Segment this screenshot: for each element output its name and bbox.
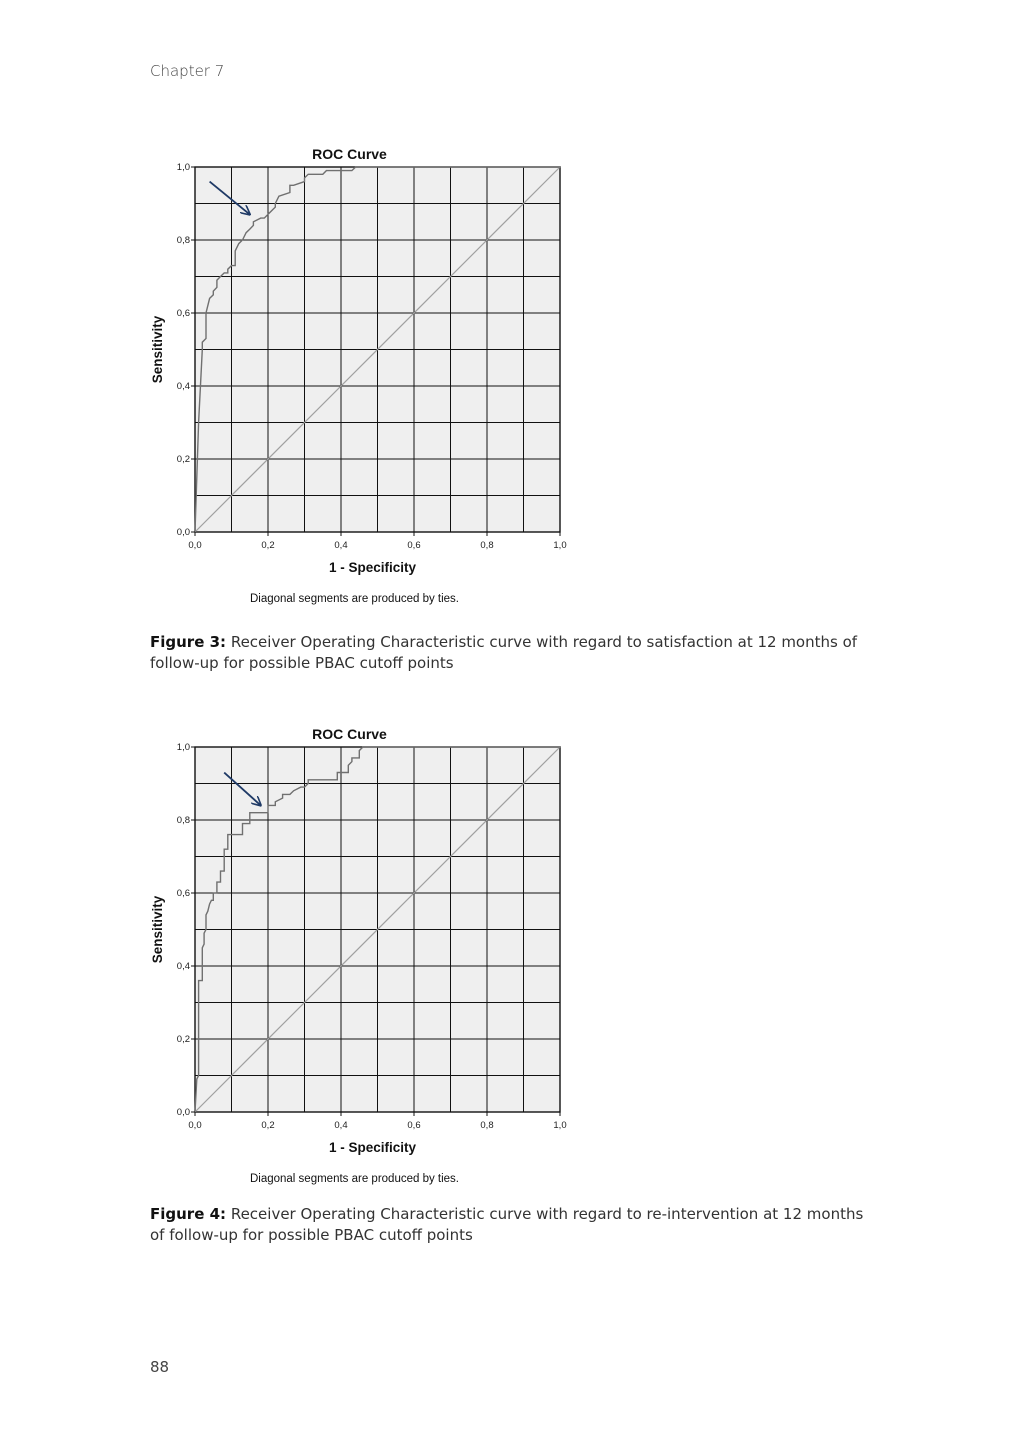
y-tick-label: 0,8 <box>176 235 190 246</box>
chart-title: ROC Curve <box>312 146 387 162</box>
figure-3-caption <box>150 632 880 674</box>
x-tick-label: 1,0 <box>553 1120 567 1131</box>
x-axis-label: 1 - Specificity <box>328 560 417 575</box>
x-axis-label: 1 - Specificity <box>328 1140 417 1155</box>
x-tick-label: 0,4 <box>334 540 348 551</box>
x-tick-label: 0,6 <box>407 540 421 551</box>
y-axis-label: Sensitivity <box>150 895 165 964</box>
roc-chart-satisfaction <box>140 140 600 610</box>
y-tick-label: 0,4 <box>176 961 190 972</box>
chart-footnote: Diagonal segments are produced by ties. <box>249 593 460 605</box>
roc-chart-reintervention <box>140 720 600 1190</box>
y-tick-label: 0,6 <box>176 888 190 899</box>
figure-4-label: Figure 4: <box>150 1205 227 1223</box>
y-tick-label: 0,0 <box>176 527 190 538</box>
y-axis-label: Sensitivity <box>150 315 165 384</box>
y-tick-label: 0,6 <box>176 308 190 319</box>
y-tick-label: 0,8 <box>176 815 190 826</box>
figure-3-label: Figure 3: <box>150 633 227 651</box>
figure-4-caption <box>150 1204 880 1246</box>
y-tick-label: 0,4 <box>176 381 190 392</box>
x-tick-label: 0,2 <box>261 540 275 551</box>
y-tick-label: 1,0 <box>176 162 190 173</box>
figure-3-caption-text: Receiver Operating Characteristic curve with regard to satisfaction at 12 months of follow-up for possible PBAC cutoff points <box>150 633 858 672</box>
roc-figure-satisfaction <box>140 140 600 610</box>
x-tick-label: 0,8 <box>480 540 494 551</box>
chart-title: ROC Curve <box>312 726 387 742</box>
y-tick-label: 0,2 <box>176 1034 190 1045</box>
chart-footnote: Diagonal segments are produced by ties. <box>249 1173 460 1185</box>
x-tick-label: 0,6 <box>407 1120 421 1131</box>
y-tick-label: 0,2 <box>176 454 190 465</box>
roc-figure-reintervention <box>140 720 600 1190</box>
page-number: 88 <box>150 1358 170 1376</box>
y-tick-label: 1,0 <box>176 742 190 753</box>
y-tick-label: 0,0 <box>176 1107 190 1118</box>
x-tick-label: 0,8 <box>480 1120 494 1131</box>
figure-4-caption-text: Receiver Operating Characteristic curve with regard to re-intervention at 12 months of follow-up for possible PBAC cutoff points <box>150 1205 864 1244</box>
x-tick-label: 1,0 <box>553 540 567 551</box>
x-tick-label: 0,0 <box>188 1120 202 1131</box>
x-tick-label: 0,4 <box>334 1120 348 1131</box>
running-head: Chapter 7 <box>150 62 225 80</box>
x-tick-label: 0,2 <box>261 1120 275 1131</box>
x-tick-label: 0,0 <box>188 540 202 551</box>
